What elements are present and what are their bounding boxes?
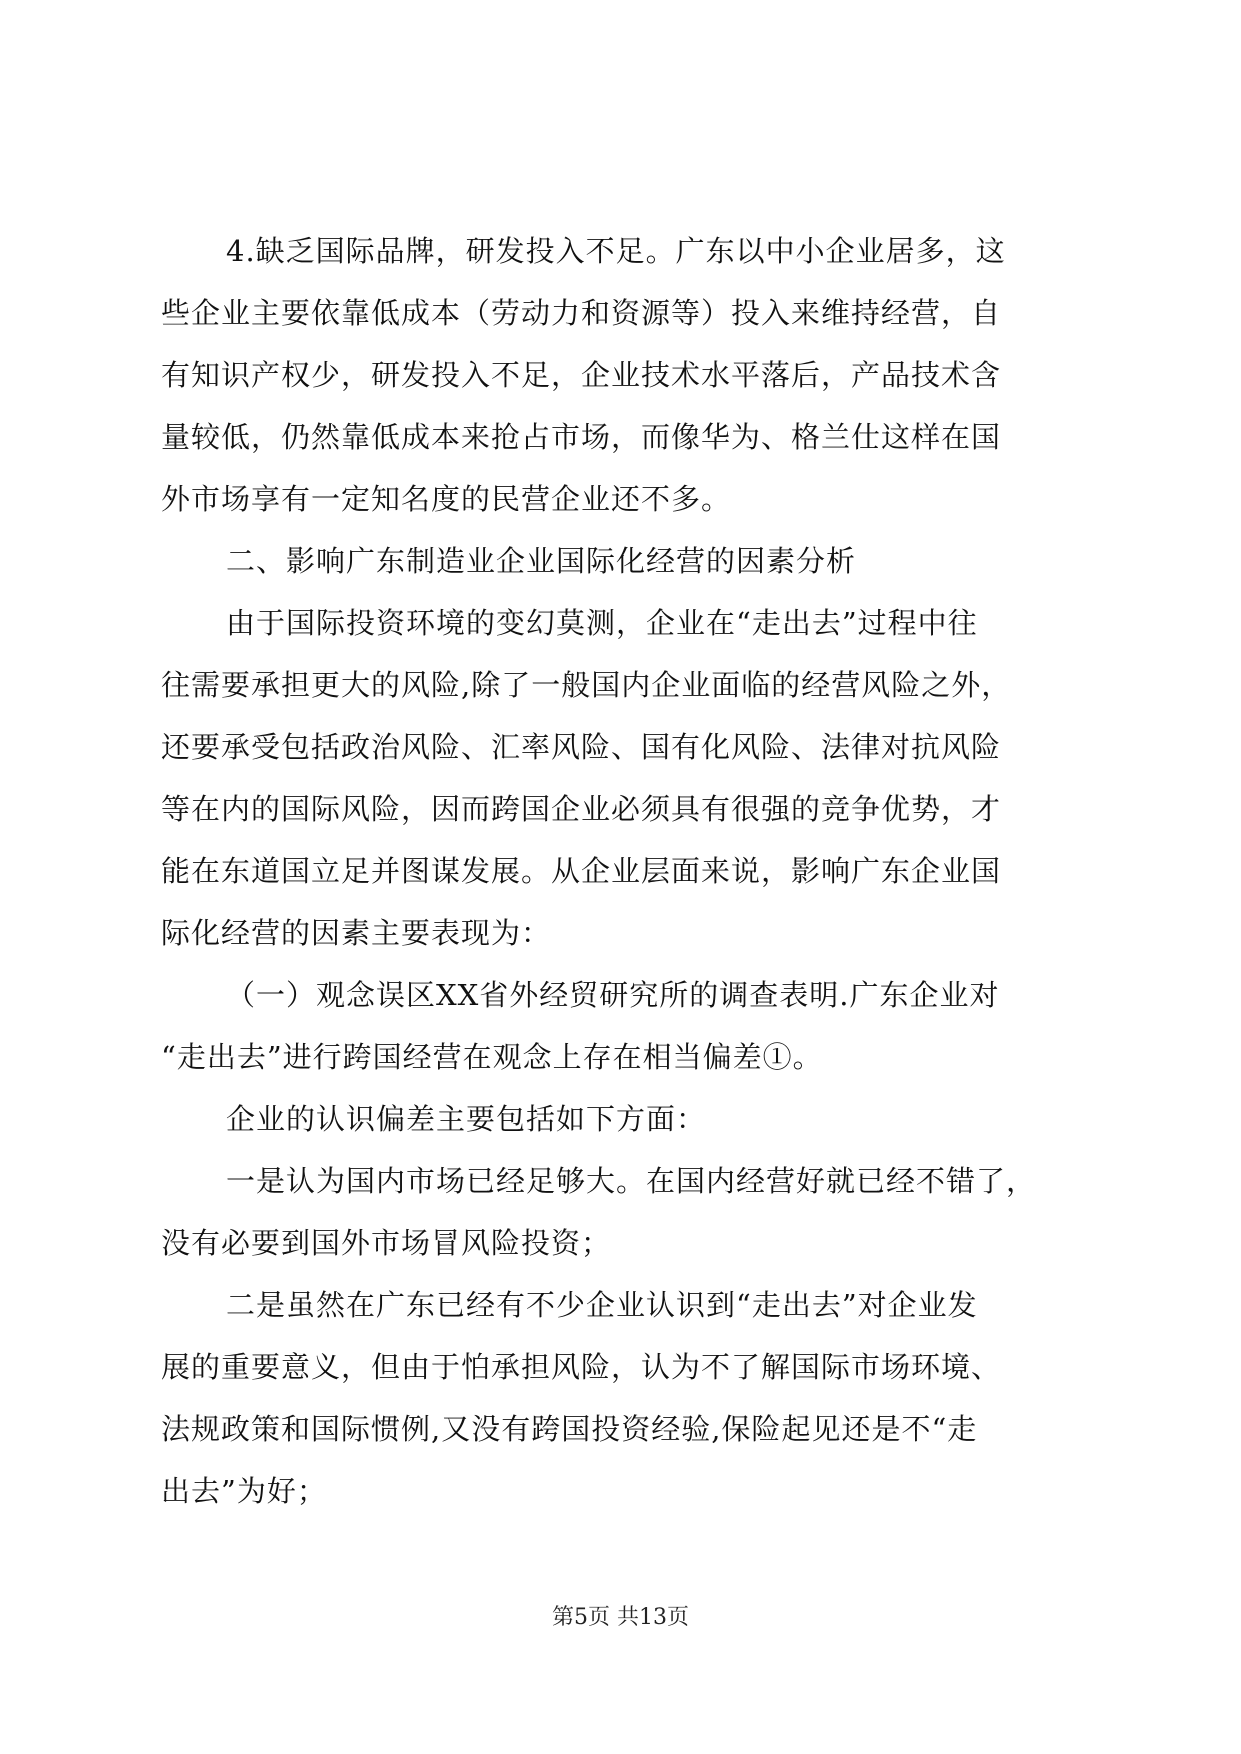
paragraph-line: 没有必要到国外市场冒风险投资； xyxy=(161,1226,612,1260)
page-number-footer: 第5页 共13页 xyxy=(552,1605,689,1630)
paragraph-line: 出去”为好； xyxy=(161,1474,327,1508)
paragraph-line: 二是虽然在广东已经有不少企业认识到“走出去”对企业发 xyxy=(226,1288,978,1322)
paragraph-line: 4.缺乏国际品牌，研发投入不足。广东以中小企业居多，这 xyxy=(226,234,1006,268)
paragraph-line: 际化经营的因素主要表现为： xyxy=(161,916,552,950)
paragraph-line: 些企业主要依靠低成本（劳动力和资源等）投入来维持经营，自 xyxy=(161,296,1002,330)
paragraph-line: 企业的认识偏差主要包括如下方面： xyxy=(226,1102,707,1136)
section-heading: 二、影响广东制造业企业国际化经营的因素分析 xyxy=(226,544,857,578)
subsection-line: （一）观念误区XX省外经贸研究所的调查表明.广东企业对 xyxy=(226,978,1000,1012)
document-body xyxy=(161,220,1081,1522)
paragraph-line: “走出去”进行跨国经营在观念上存在相当偏差①。 xyxy=(161,1040,823,1074)
paragraph-line: 能在东道国立足并图谋发展。从企业层面来说，影响广东企业国 xyxy=(161,854,1002,888)
paragraph-line: 还要承受包括政治风险、汇率风险、国有化风险、法律对抗风险 xyxy=(161,730,1002,764)
paragraph-line: 等在内的国际风险，因而跨国企业必须具有很强的竞争优势，才 xyxy=(161,792,1002,826)
paragraph-line: 一是认为国内市场已经足够大。在国内经营好就已经不错了， xyxy=(226,1164,1037,1198)
paragraph-line: 往需要承担更大的风险,除了一般国内企业面临的经营风险之外， xyxy=(161,668,1012,702)
paragraph-line: 量较低，仍然靠低成本来抢占市场，而像华为、格兰仕这样在国 xyxy=(161,420,1002,454)
paragraph-line: 有知识产权少，研发投入不足，企业技术水平落后，产品技术含 xyxy=(161,358,1002,392)
paragraph-line: 法规政策和国际惯例,又没有跨国投资经验,保险起见还是不“走 xyxy=(161,1412,978,1446)
paragraph-line: 展的重要意义，但由于怕承担风险，认为不了解国际市场环境、 xyxy=(161,1350,1002,1384)
paragraph-line: 外市场享有一定知名度的民营企业还不多。 xyxy=(161,482,732,516)
paragraph-line: 由于国际投资环境的变幻莫测，企业在“走出去”过程中往 xyxy=(226,606,978,640)
